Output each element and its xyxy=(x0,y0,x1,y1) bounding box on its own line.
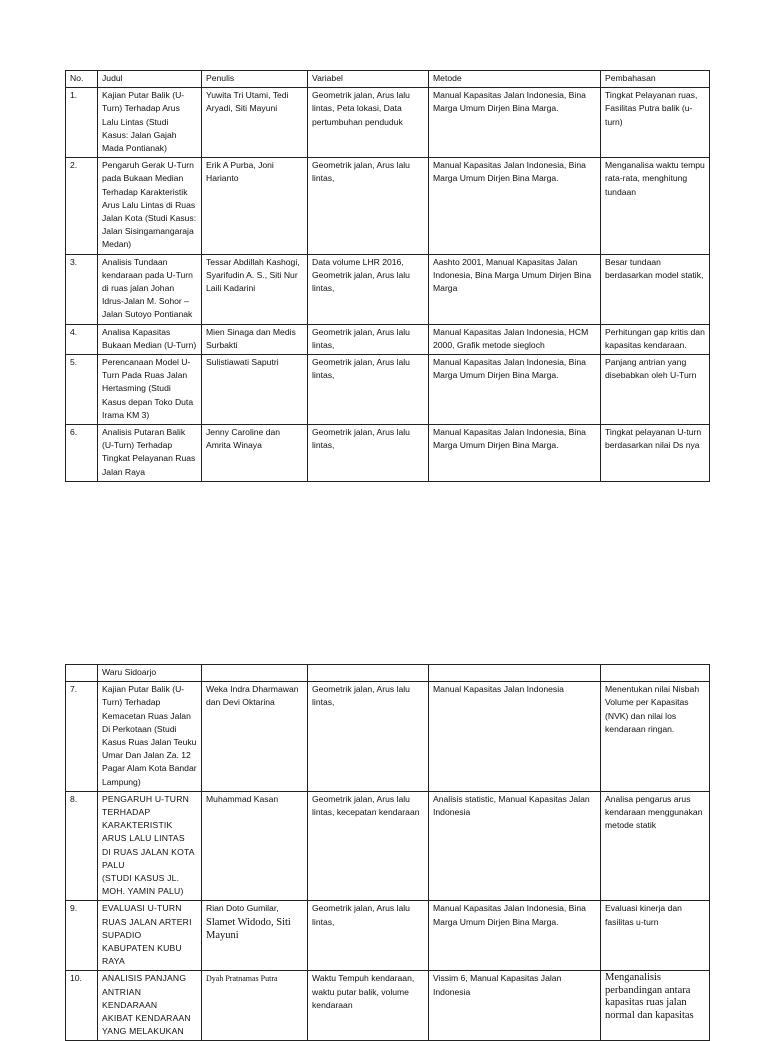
cell-metode: Vissim 6, Manual Kapasitas Jalan Indonesia xyxy=(429,971,601,1041)
literature-table-2 xyxy=(65,664,710,1041)
cell-judul: Pengaruh Gerak U-Turn pada Bukaan Median Terhadap Karakteristik Arus Lalu Lintas di Ruas Jalan Kota (Studi Kasus: Jalan Sisingamangaraja Medan) xyxy=(98,158,202,254)
header-pembahasan: Pembahasan xyxy=(601,71,710,88)
cell-metode: Manual Kapasitas Jalan Indonesia, Bina Marga Umum Dirjen Bina Marga. xyxy=(429,355,601,425)
literature-table-1 xyxy=(65,70,710,482)
cell-variabel: Geometrik jalan, Arus lalu lintas, xyxy=(308,682,429,792)
table-row xyxy=(66,355,710,425)
cell-penulis xyxy=(202,665,308,682)
cell-variabel: Geometrik jalan, Arus lalu lintas, xyxy=(308,324,429,354)
cell-pembahasan: Tingkat Pelayanan ruas, Fasilitas Putra balik (u-turn) xyxy=(601,88,710,158)
table-row xyxy=(66,971,710,1041)
cell-penulis: Yuwita Tri Utami, Tedi Aryadi, Siti Mayuni xyxy=(202,88,308,158)
cell-metode: Manual Kapasitas Jalan Indonesia, HCM 2000, Grafik metode siegloch xyxy=(429,324,601,354)
cell-penulis xyxy=(202,901,308,971)
table-row xyxy=(66,791,710,901)
header-judul: Judul xyxy=(98,71,202,88)
header-metode: Metode xyxy=(429,71,601,88)
table-row xyxy=(66,682,710,792)
cell-judul: Analisis Tundaan kendaraan pada U-Turn di ruas jalan Johan Idrus-Jalan M. Sohor – Jalan Sutoyo Pontianak xyxy=(98,254,202,324)
penulis-part-b: Slamet Widodo, Siti Mayuni xyxy=(206,916,291,941)
cell-pembahasan: Menganalisa waktu tempu rata-rata, menghitung tundaan xyxy=(601,158,710,254)
header-variabel: Variabel xyxy=(308,71,429,88)
cell-variabel: Geometrik jalan, Arus lalu lintas, xyxy=(308,425,429,482)
cell-judul: EVALUASI U-TURN RUAS JALAN ARTERI SUPADIO KABUPATEN KUBU RAYA xyxy=(98,901,202,971)
cell-judul: Kajian Putar Balik (U-Turn) Terhadap Arus Lalu Lintas (Studi Kasus: Jalan Gajah Mada Pontianak) xyxy=(98,88,202,158)
cell-variabel: Geometrik jalan, Arus lalu lintas, kecepatan kendaraan xyxy=(308,791,429,901)
cell-judul: Analisis Putaran Balik (U-Turn) Terhadap Tingkat Pelayanan Ruas Jalan Raya xyxy=(98,425,202,482)
cell-metode: Aashto 2001, Manual Kapasitas Jalan Indonesia, Bina Marga Umum Dirjen Bina Marga xyxy=(429,254,601,324)
cell-pembahasan: Besar tundaan berdasarkan model statik, xyxy=(601,254,710,324)
cell-penulis: Jenny Caroline dan Amrita Winaya xyxy=(202,425,308,482)
cell-no: 1. xyxy=(66,88,98,158)
cell-pembahasan: Panjang antrian yang disebabkan oleh U-Turn xyxy=(601,355,710,425)
cell-no xyxy=(66,665,98,682)
cell-variabel: Geometrik jalan, Arus lalu lintas, xyxy=(308,355,429,425)
cell-variabel: Geometrik jalan, Arus lalu lintas, Peta lokasi, Data pertumbuhan penduduk xyxy=(308,88,429,158)
cell-penulis: Weka Indra Dharmawan dan Devi Oktarina xyxy=(202,682,308,792)
cell-metode: Analisis statistic, Manual Kapasitas Jalan Indonesia xyxy=(429,791,601,901)
cell-metode: Manual Kapasitas Jalan Indonesia, Bina Marga Umum Dirjen Bina Marga. xyxy=(429,158,601,254)
table-row xyxy=(66,88,710,158)
cell-judul: PENGARUH U-TURN TERHADAP KARAKTERISTIK ARUS LALU LINTAS DI RUAS JALAN KOTA PALU (STUDI KASUS JL. MOH. YAMIN PALU) xyxy=(98,791,202,901)
table-row xyxy=(66,158,710,254)
cell-pembahasan: Evaluasi kinerja dan fasilitas u-turn xyxy=(601,901,710,971)
cell-penulis: Sulistiawati Saputri xyxy=(202,355,308,425)
cell-judul-continuation: Waru Sidoarjo xyxy=(98,665,202,682)
cell-pembahasan xyxy=(601,665,710,682)
cell-variabel: Geometrik jalan, Arus lalu lintas, xyxy=(308,158,429,254)
cell-no: 10. xyxy=(66,971,98,1041)
cell-no: 5. xyxy=(66,355,98,425)
cell-metode xyxy=(429,665,601,682)
cell-pembahasan: Analisa pengarus arus kendaraan menggunakan metode statik xyxy=(601,791,710,901)
cell-metode: Manual Kapasitas Jalan Indonesia, Bina Marga Umum Dirjen Bina Marga. xyxy=(429,425,601,482)
cell-pembahasan: Menentukan nilai Nisbah Volume per Kapasitas (NVK) dan nilai los kendaraan ringan. xyxy=(601,682,710,792)
cell-metode: Manual Kapasitas Jalan Indonesia, Bina Marga Umum Dirjen Bina Marga. xyxy=(429,88,601,158)
header-no: No. xyxy=(66,71,98,88)
cell-judul: Analisa Kapasitas Bukaan Median (U-Turn) xyxy=(98,324,202,354)
cell-no: 2. xyxy=(66,158,98,254)
cell-variabel: Geometrik jalan, Arus lalu lintas, xyxy=(308,901,429,971)
table-row xyxy=(66,324,710,354)
cell-judul: ANALISIS PANJANG ANTRIAN KENDARAAN AKIBAT KENDARAAN YANG MELAKUKAN xyxy=(98,971,202,1041)
cell-penulis: Dyah Pratnamas Putra xyxy=(202,971,308,1041)
cell-no: 3. xyxy=(66,254,98,324)
cell-variabel: Data volume LHR 2016, Geometrik jalan, Arus lalu lintas, xyxy=(308,254,429,324)
cell-no: 6. xyxy=(66,425,98,482)
cell-penulis: Muhammad Kasan xyxy=(202,791,308,901)
cell-no: 8. xyxy=(66,791,98,901)
cell-pembahasan: Tingkat pelayanan U-turn berdasarkan nilai Ds nya xyxy=(601,425,710,482)
cell-judul: Perencanaan Model U-Turn Pada Ruas Jalan Hertasming (Studi Kasus depan Toko Duta Irama KM 3) xyxy=(98,355,202,425)
header-penulis: Penulis xyxy=(202,71,308,88)
cell-penulis: Erik A Purba, Joni Harianto xyxy=(202,158,308,254)
cell-penulis: Mien Sinaga dan Medis Surbakti xyxy=(202,324,308,354)
table-row xyxy=(66,425,710,482)
cell-metode: Manual Kapasitas Jalan Indonesia, Bina Marga Umum Dirjen Bina Marga. xyxy=(429,901,601,971)
table-header-row xyxy=(66,71,710,88)
cell-no: 4. xyxy=(66,324,98,354)
cell-judul: Kajian Putar Balik (U-Turn) Terhadap Kemacetan Ruas Jalan Di Perkotaan (Studi Kasus Ruas Jalan Teuku Umar Dan Jalan Za. 12 Pagar Alam Kota Bandar Lampung) xyxy=(98,682,202,792)
cell-pembahasan: Menganalisis perbandingan antara kapasitas ruas jalan normal dan kapasitas xyxy=(601,971,710,1041)
table-row xyxy=(66,254,710,324)
penulis-part-a: Rian Doto Gumilar, xyxy=(206,903,279,914)
cell-variabel: Waktu Tempuh kendaraan, waktu putar balik, volume kendaraan xyxy=(308,971,429,1041)
cell-penulis: Tessar Abdillah Kashogi, Syarifudin A. S., Siti Nur Laili Kadarini xyxy=(202,254,308,324)
cell-no: 7. xyxy=(66,682,98,792)
table-row xyxy=(66,901,710,971)
cell-pembahasan: Perhitungan gap kritis dan kapasitas kendaraan. xyxy=(601,324,710,354)
continuation-row xyxy=(66,665,710,682)
cell-variabel xyxy=(308,665,429,682)
cell-no: 9. xyxy=(66,901,98,971)
cell-metode: Manual Kapasitas Jalan Indonesia xyxy=(429,682,601,792)
